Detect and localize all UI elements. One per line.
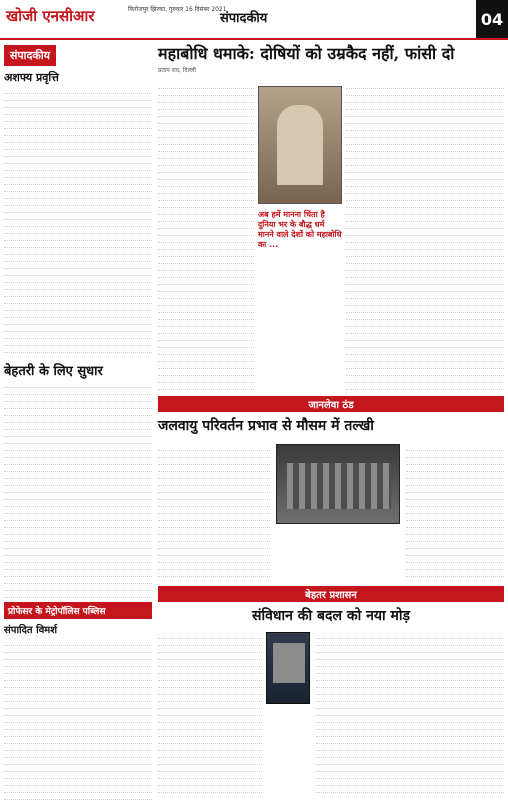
section-title: संपादकीय	[220, 11, 268, 26]
left-column	[4, 44, 152, 601]
main-story	[158, 44, 504, 74]
story3-headline: संविधान की बदल को नया मोड़	[252, 608, 410, 624]
main-headline: महाबोधि धमाके: दोषियों को उम्रकैद नहीं, फांसी दो	[158, 44, 455, 63]
story2-text-right	[406, 444, 504, 582]
crowd-photo	[276, 444, 400, 524]
section-band-cold: जानलेवा ठंड	[158, 396, 504, 412]
story3-text-left	[158, 632, 262, 796]
left-headline-1: अशफ्य प्रवृत्ति	[4, 71, 59, 84]
book-cover-image	[266, 632, 310, 704]
story2-text-left	[158, 444, 270, 582]
story2-headline: जलवायु परिवर्तन प्रभाव से मौसम में तल्खी	[158, 418, 374, 434]
date-line: फिरोजपुर झिरका, गुरुवार 16 दिसंबर 2021	[128, 6, 227, 13]
pull-quote: अब हमें मानना चिंता है दुनिया भर के बौद्ध धर्म मानने वाले देशों को महाबोधि का ...	[258, 210, 342, 249]
left-headline-2: बेहतरी के लिए सुधार	[4, 364, 103, 379]
left-box	[4, 596, 152, 800]
brand-logo: खोजी एनसीआर	[6, 7, 95, 25]
page-number: 04	[476, 0, 508, 38]
story3-text-right	[316, 632, 504, 796]
main-text-col-b	[346, 82, 504, 392]
main-text-col-a	[158, 82, 254, 392]
editorial-tag: संपादकीय	[4, 45, 56, 66]
left-text-block-2	[4, 381, 152, 601]
masthead	[0, 0, 508, 40]
left-box-title: प्रोफेसर के मेट्रोपॉलिस पब्लिस	[4, 602, 152, 619]
byline: प्रताप राव, दिल्ली	[158, 67, 196, 74]
section-band-admin: बेहतर प्रशासन	[158, 586, 504, 602]
left-box-text	[4, 639, 152, 800]
left-box-subtitle: संपादित विमर्श	[4, 625, 58, 636]
temple-photo	[258, 86, 342, 204]
left-text-block-1	[4, 87, 152, 357]
